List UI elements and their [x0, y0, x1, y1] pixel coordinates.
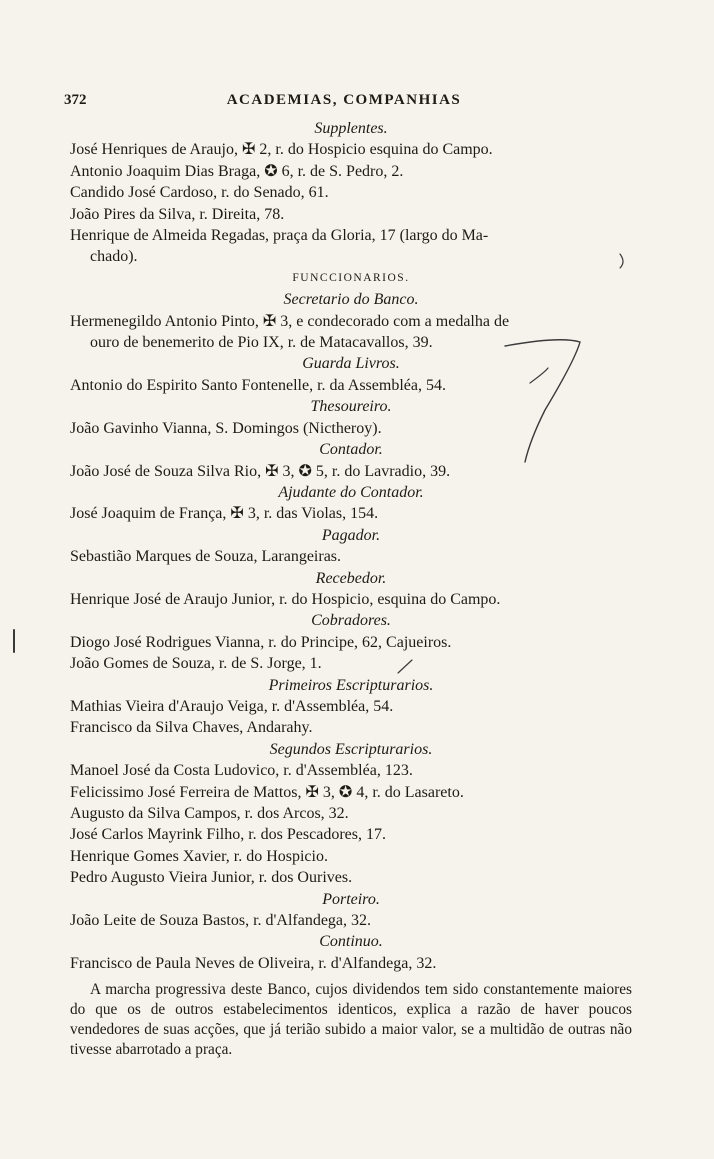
- entry: Felicissimo José Ferreira de Mattos, ✠ 3, ✪ 4, r. do Lasareto.: [70, 783, 464, 801]
- entry: Hermenegildo Antonio Pinto, ✠ 3, e condecorado com a medalha de: [70, 312, 510, 330]
- entry: Augusto da Silva Campos, r. dos Arcos, 32.: [70, 805, 349, 822]
- section-heading-guarda-livros: Guarda Livros.: [302, 355, 400, 373]
- entry: João Leite de Souza Bastos, r. d'Alfandega, 32.: [70, 912, 372, 930]
- entry: Francisco da Silva Chaves, Andarahy.: [70, 719, 313, 737]
- entry: Manoel José da Costa Ludovico, r. d'Assembléa, 123.: [70, 762, 413, 780]
- section-heading-primeiros: Primeiros Escripturarios.: [268, 676, 434, 694]
- section-heading-contador: Contador.: [319, 441, 383, 459]
- section-heading-segundos: Segundos Escripturarios.: [269, 740, 433, 758]
- entry-continuation: chado).: [90, 248, 138, 266]
- section-heading-recebedor: Recebedor.: [315, 569, 387, 587]
- entry: Pedro Augusto Vieira Junior, r. dos Ourives.: [70, 869, 353, 887]
- running-title: ACADEMIAS, COMPANHIAS: [226, 92, 462, 108]
- entry: Henrique Gomes Xavier, r. do Hospicio.: [70, 847, 328, 865]
- page-header: [64, 92, 624, 112]
- entry: Sebastião Marques de Souza, Larangeiras.: [70, 548, 342, 566]
- section-heading-cobradores: Cobradores.: [311, 612, 391, 630]
- section-heading-thesoureiro: Thesoureiro.: [310, 398, 392, 416]
- section-heading-ajudante: Ajudante do Contador.: [278, 483, 424, 501]
- section-heading-pagador: Pagador.: [321, 526, 381, 544]
- entry: Candido José Cardoso, r. do Senado, 61.: [70, 184, 329, 202]
- section-heading-secretario: Secretario do Banco.: [283, 291, 419, 309]
- entry: Antonio Joaquim Dias Braga, ✪ 6, r. de S. Pedro, 2.: [70, 162, 404, 180]
- section-heading-continuo: Continuo.: [319, 933, 383, 951]
- section-heading-porteiro: Porteiro.: [322, 890, 380, 908]
- entry: José Carlos Mayrink Filho, r. dos Pescadores, 17.: [70, 826, 386, 844]
- entry: Mathias Vieira d'Araujo Veiga, r. d'Assembléa, 54.: [70, 697, 394, 715]
- entry: João Gavinho Vianna, S. Domingos (Nictheroy).: [70, 419, 382, 437]
- entry: João José de Souza Silva Rio, ✠ 3, ✪ 5, r. do Lavradio, 39.: [70, 462, 451, 480]
- entry: João Pires da Silva, r. Direita, 78.: [70, 205, 285, 223]
- entry: João Gomes de Souza, r. de S. Jorge, 1.: [70, 655, 322, 673]
- section-heading-supplentes: Supplentes.: [314, 120, 388, 137]
- closing-paragraph-text: A marcha progressiva deste Banco, cujos dividendos tem sido constantemente maiores do que os de outros estabelecimentos identicos, explica a razão de haver poucos vendedores de suas acções, que já terião subido a maior valor, se a multidão de outras não tivesse abarrotado a praça.: [70, 981, 632, 1059]
- entry: José Henriques de Araujo, ✠ 2, r. do Hospicio esquina do Campo.: [70, 141, 493, 159]
- entry: Antonio do Espirito Santo Fontenelle, r. da Assembléa, 54.: [70, 376, 446, 394]
- closing-paragraph: [70, 980, 632, 1060]
- entry: Diogo José Rodrigues Vianna, r. do Principe, 62, Cajueiros.: [70, 633, 452, 651]
- entry: José Joaquim de França, ✠ 3, r. das Violas, 154.: [70, 505, 379, 523]
- entry: Francisco de Paula Neves de Oliveira, r. d'Alfandega, 32.: [70, 954, 437, 972]
- section-heading-funccionarios: FUNCCIONARIOS.: [292, 271, 410, 284]
- entry: Henrique José de Araujo Junior, r. do Hospicio, esquina do Campo.: [70, 590, 501, 608]
- page-number: 372: [64, 92, 87, 108]
- entry: Henrique de Almeida Regadas, praça da Gloria, 17 (largo do Ma-: [70, 227, 489, 245]
- page-body: [70, 118, 632, 1060]
- entry-continuation: ouro de benemerito de Pio IX, r. de Matacavallos, 39.: [90, 334, 433, 352]
